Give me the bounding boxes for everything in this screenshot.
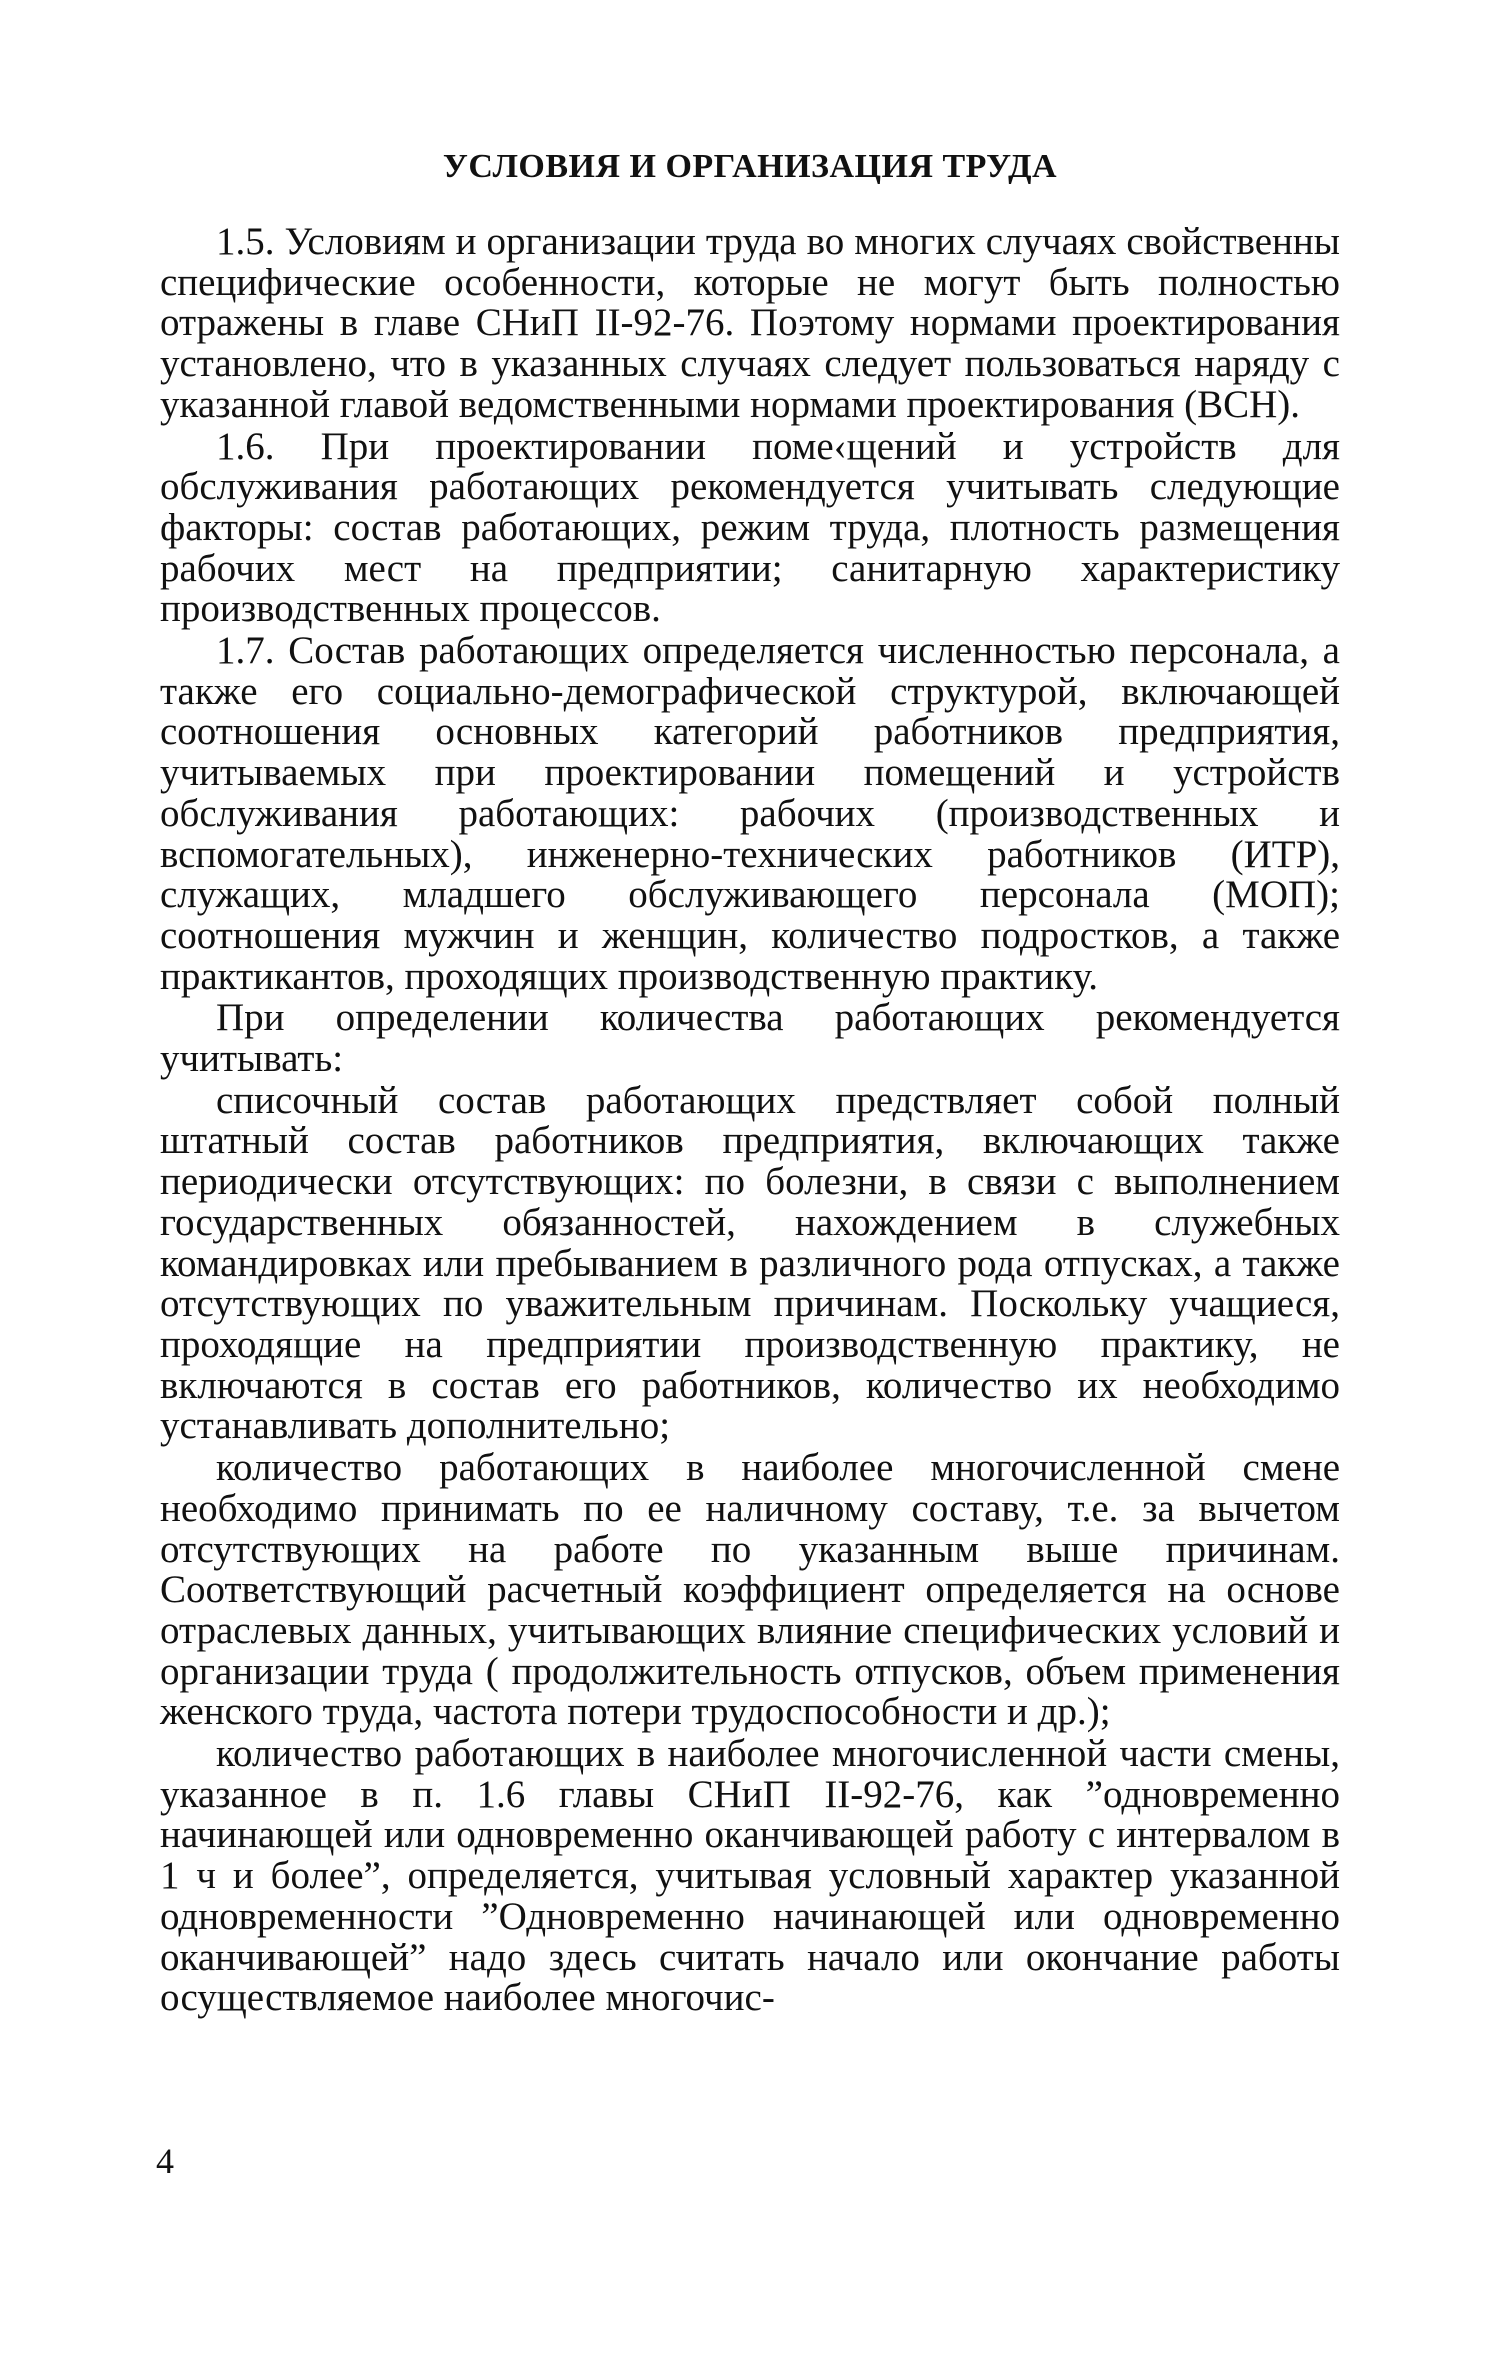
paragraph-workers-intro: При определении количества работающих рекомендуется учитывать: [160,996,1340,1081]
section-heading: УСЛОВИЯ И ОРГАНИЗАЦИЯ ТРУДА [442,148,1058,185]
body-text [160,222,1340,2020]
paragraph-largest-shift-part: количество работающих в наиболее многочисленной части смены, указанное в п. 1.6 главы СНиП II-92-76, как ”одновременно начинающей или одновременно оканчивающей работу с интервалом в 1 ч и более”, определяется, учитывая условный характер указанной одновременности ”Одновременно начинающей или одновременно оканчивающей” надо здесь считать начало или окончание работы осуществляемое наиболее многочис- [160,1732,1340,2020]
paragraph-1-6: 1.6. При проектировании поме‹щений и устройств для обслуживания работающих рекомендуется учитывать следующие факторы: состав работающих, режим труда, плотность размещения рабочих мест на предприятии; санитарную характеристику производственных процессов. [160,424,1340,631]
paragraph-largest-shift: количество работающих в наиболее многочисленной смене необходимо принимать по ее наличному составу, т.е. за вычетом отсутствующих на работе по указанным выше причинам. Соответствующий расчетный коэффициент определяется на основе отраслевых данных, учитывающих влияние специфических условий и организации труда ( продолжительность отпусков, объем применения женского труда, частота потери трудоспособности и др.); [160,1446,1340,1734]
paragraph-1-5: 1.5. Условиям и организации труда во многих случаях свойственны специфические особенности, которые не могут быть полностью отражены в главе СНиП II-92-76. Поэтому нормами проектирования установлено, что в указанных случаях следует пользоваться наряду с указанной главой ведомственными нормами проектирования (ВСН). [160,220,1340,426]
page-number: 4 [156,2141,174,2181]
paragraph-list-composition: списочный состав работающих предствляет собой полный штатный состав работников предприятия, включающих также периодически отсутствующих: по болезни, в связи с выполнением государственных обязанностей, нахождением в служебных командировках или пребыванием в различного рода отпусках, а также отсутствующих по уважительным причинам. Поскольку учащиеся, проходящие на предприятии производственную практику, не включаются в состав его работников, количество их необходимо устанавливать дополнительно; [160,1078,1340,1448]
paragraph-1-7: 1.7. Состав работающих определяется численностью персонала, а также его социально-демографической структурой, включающей соотношения основных категорий работников предприятия, учитываемых при проектировании помещений и устройств обслуживания работающих: рабочих (производственных и вспомогательных), инженерно-технических работников (ИТР), служащих, младшего обслуживающего персонала (МОП); соотношения мужчин и женщин, количество подростков, а также практикантов, проходящих производственную практику. [160,629,1340,998]
